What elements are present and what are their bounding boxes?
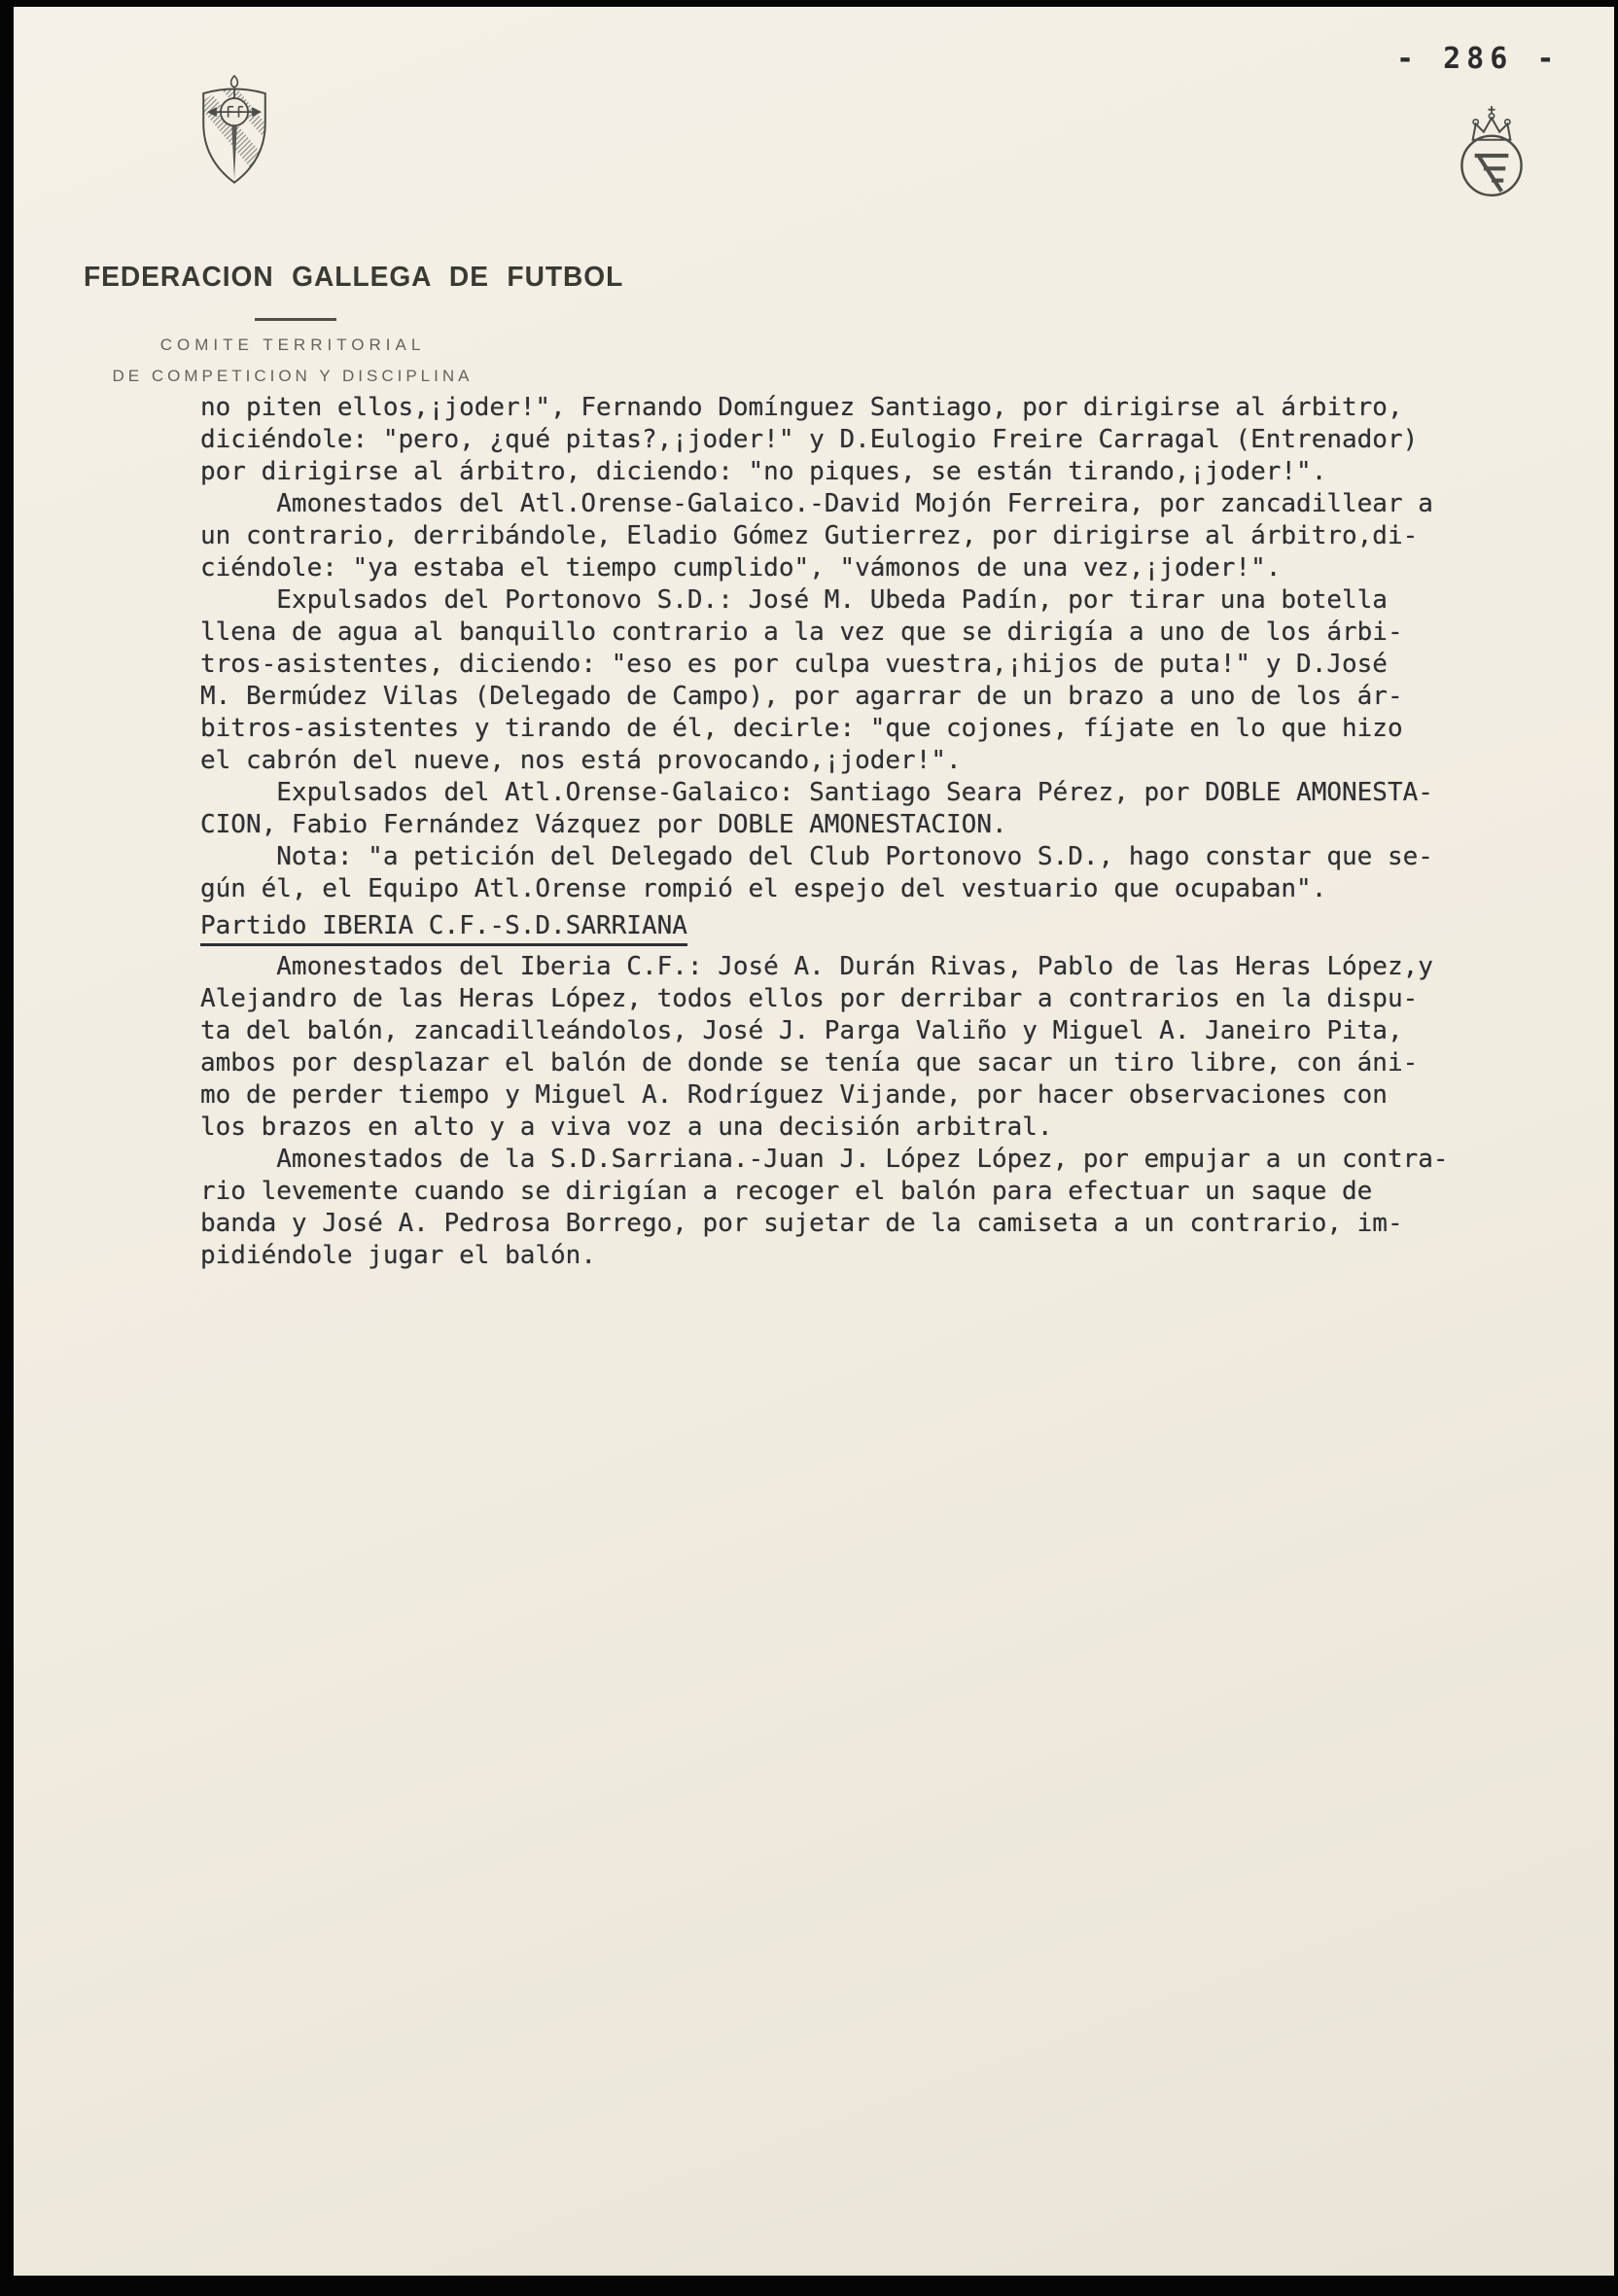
text-line: ambos por desplazar el balón de donde se tenía que sacar un tiro libre, con áni-	[200, 1048, 1419, 1077]
text-line: gún él, el Equipo Atl.Orense rompió el espejo del vestuario que ocupaban".	[200, 874, 1327, 903]
text-line: mo de perder tiempo y Miguel A. Rodríguez Vijande, por hacer observaciones con	[200, 1080, 1388, 1110]
text-line: Expulsados del Portonovo S.D.: José M. Ubeda Padín, por tirar una botella	[200, 585, 1388, 615]
paragraph	[200, 392, 1474, 488]
letterhead-rule	[255, 318, 336, 321]
text-line: Alejandro de las Heras López, todos ellos por derribar a contrarios en la dispu-	[200, 984, 1419, 1013]
text-line: diciéndole: "pero, ¿qué pitas?,¡joder!" y D.Eulogio Freire Carragal (Entrenador)	[200, 425, 1419, 454]
text-line: por dirigirse al árbitro, diciendo: "no piques, se están tirando,¡joder!".	[200, 457, 1327, 486]
text-line: ciéndole: "ya estaba el tiempo cumplido", "vámonos de una vez,¡joder!".	[200, 553, 1282, 583]
text-line: banda y José A. Pedrosa Borrego, por sujetar de la camiseta a un contrario, im-	[200, 1209, 1403, 1238]
text-line: llena de agua al banquillo contrario a la vez que se dirigía a uno de los árbi-	[200, 618, 1403, 647]
text-line: un contrario, derribándole, Eladio Gómez Gutierrez, por dirigirse al árbitro,di-	[200, 521, 1419, 550]
text-line: Amonestados del Atl.Orense-Galaico.-David Mojón Ferreira, por zancadillear a	[200, 489, 1433, 518]
page-number: - 286 -	[1396, 42, 1561, 76]
federation-shield-icon	[194, 75, 274, 190]
letterhead-committee-line2: DE COMPETICION Y DISCIPLINA	[112, 367, 474, 385]
text-line: Expulsados del Atl.Orense-Galaico: Santiago Seara Pérez, por DOBLE AMONESTA-	[200, 778, 1433, 807]
text-line: Amonestados del Iberia C.F.: José A. Durán Rivas, Pablo de las Heras López,y	[200, 952, 1433, 981]
paragraph	[200, 841, 1474, 905]
text-line: el cabrón del nueve, nos está provocando,¡joder!".	[200, 746, 962, 775]
text-line: no piten ellos,¡joder!", Fernando Domínguez Santiago, por dirigirse al árbitro,	[200, 393, 1403, 422]
document-page	[14, 7, 1614, 2276]
paragraph	[200, 1144, 1474, 1272]
royal-crest-icon	[1441, 100, 1542, 203]
match-heading: Partido IBERIA C.F.-S.D.SARRIANA	[200, 910, 1474, 946]
paragraph	[200, 488, 1474, 584]
paragraph	[200, 777, 1474, 841]
letterhead-title: FEDERACION GALLEGA DE FUTBOL	[84, 262, 624, 293]
text-line: pidiéndole jugar el balón.	[200, 1241, 596, 1270]
letterhead-committee-line1: COMITE TERRITORIAL	[159, 336, 426, 354]
text-line: ta del balón, zancadilleándolos, José J. Parga Valiño y Miguel A. Janeiro Pita,	[200, 1016, 1403, 1045]
text-line: los brazos en alto y a viva voz a una decisión arbitral.	[200, 1113, 1053, 1142]
text-line: Amonestados de la S.D.Sarriana.-Juan J. López López, por empujar a un contra-	[200, 1145, 1449, 1174]
document-body	[200, 392, 1474, 1272]
text-line: tros-asistentes, diciendo: "eso es por culpa vuestra,¡hijos de puta!" y D.José	[200, 650, 1388, 679]
text-line: Nota: "a petición del Delegado del Club Portonovo S.D., hago constar que se-	[200, 842, 1433, 871]
text-line: bitros-asistentes y tirando de él, decirle: "que cojones, fíjate en lo que hizo	[200, 714, 1403, 743]
text-line: CION, Fabio Fernández Vázquez por DOBLE AMONESTACION.	[200, 810, 1007, 839]
paragraph	[200, 951, 1474, 1144]
text-line: M. Bermúdez Vilas (Delegado de Campo), por agarrar de un brazo a uno de los ár-	[200, 682, 1403, 711]
paragraph	[200, 584, 1474, 777]
text-line: rio levemente cuando se dirigían a recoger el balón para efectuar un saque de	[200, 1177, 1373, 1206]
